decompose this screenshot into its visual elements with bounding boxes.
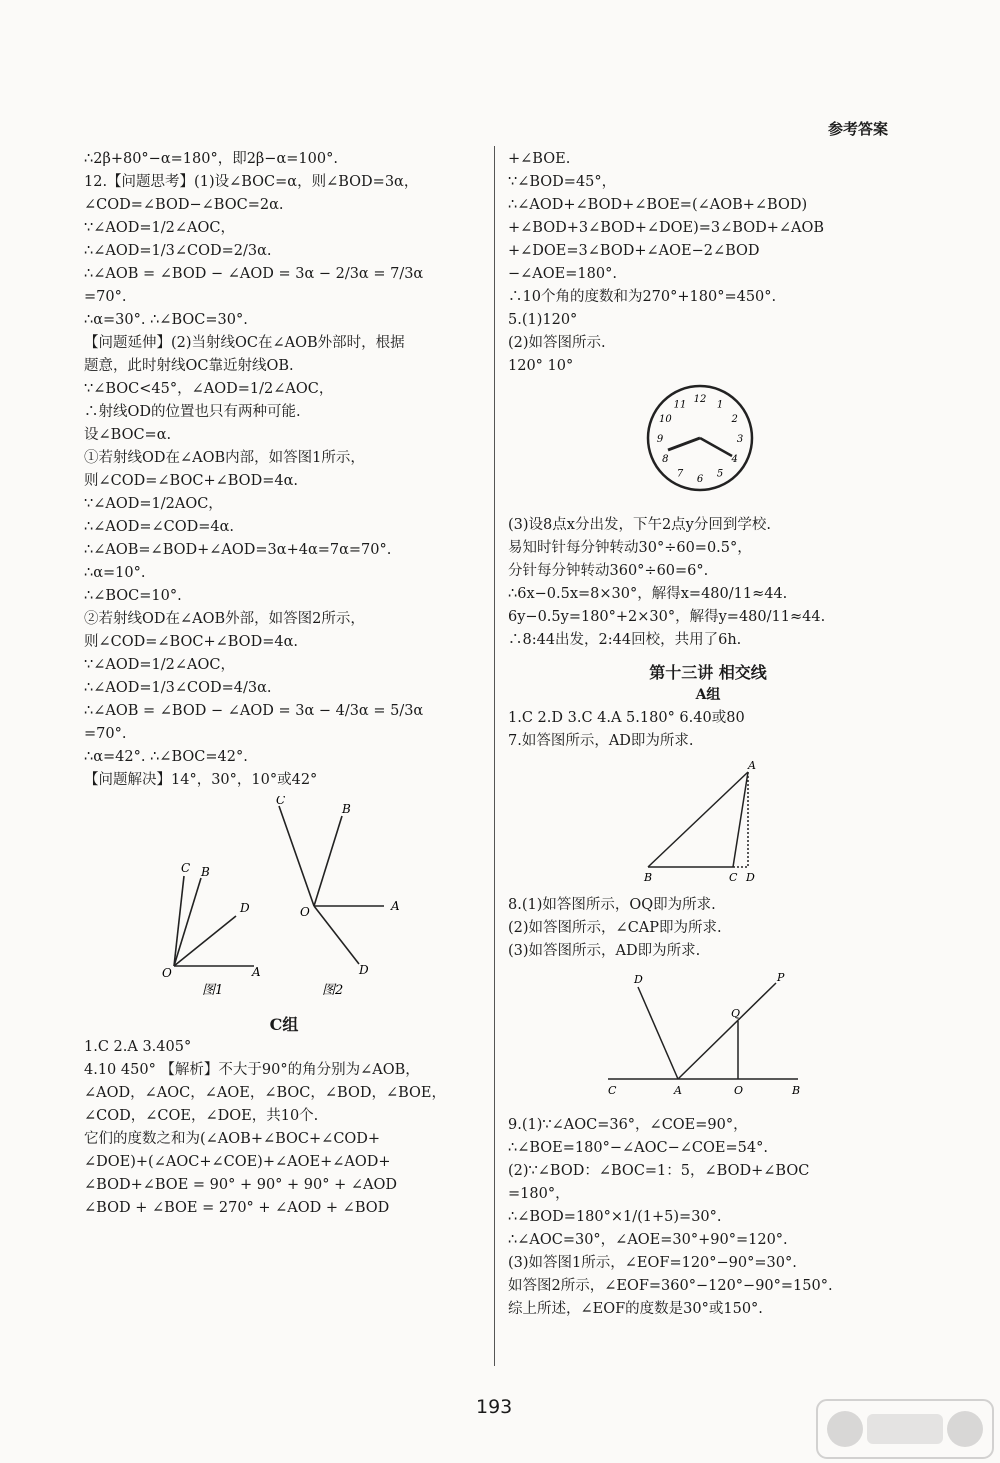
clock-numeral: 4 (731, 454, 738, 465)
answer-line: ∴∠AOD=1/3∠COD=4/3α. (84, 680, 272, 696)
left-column (84, 148, 484, 1220)
clock-numeral: 6 (696, 474, 704, 485)
answer-line: ∴∠BOE=180°−∠AOC−∠COE=54°. (508, 1140, 768, 1156)
minute-hand (700, 438, 732, 456)
clock-numeral: 2 (731, 414, 738, 425)
clock-numeral: 1 (716, 399, 724, 411)
answer-line: 综上所述，∠EOF的度数是30°或150°. (508, 1301, 763, 1317)
column-divider (494, 146, 495, 1366)
answer-line: 12.【问题思考】(1)设∠BOC=α，则∠BOD=3α， (84, 174, 419, 190)
answer-line: ∴射线OD的位置也只有两种可能. (84, 404, 301, 420)
watermark-logo (815, 1398, 995, 1460)
fig2-label-c: C (276, 796, 286, 807)
answer-line: ∠COD，∠COE，∠DOE，共10个. (84, 1108, 319, 1124)
group-a-title: A组 (695, 687, 721, 703)
answer-line: =70°. (84, 289, 127, 305)
part3-solution (508, 514, 908, 652)
left-answer-lines (84, 148, 484, 792)
answer-line: ∴2β+80°−α=180°，即2β−α=100°. (84, 151, 338, 167)
answer-line: 7.如答图所示，AD即为所求. (508, 733, 694, 749)
answer-line: ∴∠AOB=∠BOD+∠AOD=3α+4α=7α=70°. (84, 542, 392, 558)
answer-line: 设∠BOC=α. (84, 427, 172, 443)
page-number: 193 (476, 1396, 513, 1418)
answer-line: ∠AOD，∠AOC，∠AOE，∠BOC，∠BOD，∠BOE， (84, 1085, 447, 1101)
answer-line: ∵∠AOD=1/2∠AOC， (84, 657, 235, 673)
answer-line: 题意，此时射线OC靠近射线OB. (84, 358, 294, 374)
answer-line: 分针每分钟转动360°÷60=6°. (508, 563, 709, 579)
line-figure (508, 967, 908, 1102)
tri-label-d: D (746, 871, 755, 882)
answer-line: 则∠COD=∠BOC+∠BOD=4α. (84, 473, 298, 489)
answer-line: +∠BOD+3∠BOD+∠DOE)=3∠BOD+∠AOB (508, 220, 825, 236)
fig2-label-a: A (391, 899, 400, 913)
angle-figures (84, 796, 484, 1001)
fig2-caption: 图2 (322, 983, 344, 998)
line-label-p: P (777, 971, 785, 984)
answer-line: 它们的度数之和为(∠AOB+∠BOC+∠COD+ (84, 1131, 381, 1147)
answer-line: ∴∠BOC=10°. (84, 588, 182, 604)
fig1-label-b: B (201, 865, 210, 879)
answer-line: =70°. (84, 726, 127, 742)
answer-line: ①若射线OD在∠AOB内部，如答图1所示， (84, 450, 365, 466)
answer-line: ∵∠AOD=1/2AOC， (84, 496, 223, 512)
fig1-caption: 图1 (202, 983, 224, 998)
clock-numeral: 3 (736, 434, 744, 445)
answer-line: ∴∠AOD+∠BOD+∠BOE=(∠AOB+∠BOD) (508, 197, 808, 213)
answer-line: ∠BOD + ∠BOE = 270° + ∠AOD + ∠BOD (84, 1200, 390, 1216)
q8-answers (508, 894, 908, 963)
answer-line: 6y−0.5y=180°+2×30°，解得y=480/11≈44. (508, 609, 826, 625)
fig2-label-o: O (300, 905, 310, 919)
right-column (508, 148, 908, 1321)
answer-line: 120° 10° (508, 358, 574, 374)
answer-line: (2)如答图所示. (508, 335, 606, 351)
tri-label-b: B (644, 871, 653, 882)
clock-numeral: 5 (716, 468, 724, 480)
clock-numeral: 9 (656, 434, 664, 445)
answer-line: (3)如答图所示，AD即为所求. (508, 943, 701, 959)
answer-line: (3)如答图1所示，∠EOF=120°−90°=30°. (508, 1255, 797, 1271)
line-label-a: A (674, 1084, 682, 1097)
answer-line: (2)∵∠BOD：∠BOC=1：5，∠BOD+∠BOC (508, 1163, 810, 1179)
line-label-o: O (734, 1084, 744, 1097)
line-label-q: Q (731, 1007, 741, 1020)
answer-line: 则∠COD=∠BOC+∠BOD=4α. (84, 634, 298, 650)
answer-line: 8.(1)如答图所示，OQ即为所求. (508, 897, 716, 913)
answer-line: 易知时针每分钟转动30°÷60=0.5°， (508, 540, 752, 556)
answer-line: ∴α=42°. ∴∠BOC=42°. (84, 749, 248, 765)
clock-numeral: 11 (673, 399, 687, 411)
fig2-label-d: D (359, 963, 369, 977)
tri-label-a: A (748, 759, 756, 772)
group-c-title: C组 (269, 1015, 299, 1034)
answer-line: 9.(1)∵∠AOC=36°，∠COE=90°， (508, 1117, 748, 1133)
figure-1 (174, 876, 254, 966)
answer-line: +∠DOE=3∠BOD+∠AOE−2∠BOD (508, 243, 760, 259)
clock-numeral: 10 (658, 414, 672, 425)
lecture-title: 第十三讲 相交线 (649, 663, 767, 682)
answer-line: 1.C 2.A 3.405° (84, 1039, 192, 1055)
answer-line: +∠BOE. (508, 151, 571, 167)
answer-line: ∵∠BOD=45°， (508, 174, 617, 190)
line-label-c: C (608, 1084, 617, 1097)
answer-line: 1.C 2.D 3.C 4.A 5.180° 6.40或80 (508, 710, 745, 726)
fig1-label-d: D (240, 901, 250, 915)
fig1-label-a: A (252, 965, 261, 979)
line-label-d: D (634, 973, 643, 986)
running-header: 参考答案 (828, 120, 889, 138)
fig2-label-b: B (342, 802, 351, 816)
fig1-label-c: C (181, 861, 191, 875)
answer-line: 4.10 450° 【解析】不大于90°的角分别为∠AOB， (84, 1062, 420, 1078)
q9-answers (508, 1114, 908, 1321)
answer-line: ∴∠AOB = ∠BOD − ∠AOD = 3α − 4/3α = 5/3α (84, 703, 424, 719)
clock-figure (508, 382, 908, 502)
answer-line: ∵∠AOD=1/2∠AOC， (84, 220, 235, 236)
right-answer-lines (508, 148, 908, 378)
answer-line: −∠AOE=180°. (508, 266, 617, 282)
answer-line: ∴10个角的度数和为270°+180°=450°. (508, 289, 777, 305)
answer-line: 【问题解决】14°，30°，10°或42° (84, 772, 318, 788)
hour-hand (668, 438, 700, 450)
answer-line: ∠BOD+∠BOE = 90° + 90° + 90° + ∠AOD (84, 1177, 397, 1193)
answer-line: ∴∠AOD=1/3∠COD=2/3α. (84, 243, 272, 259)
answer-line: ∴∠BOD=180°×1/(1+5)=30°. (508, 1209, 722, 1225)
answer-line: 5.(1)120° (508, 312, 578, 328)
answer-line: ∵∠BOC<45°，∠AOD=1/2∠AOC， (84, 381, 334, 397)
answer-line: (2)如答图所示，∠CAP即为所求. (508, 920, 722, 936)
answer-line: =180°， (508, 1186, 570, 1202)
clock-numeral: 12 (693, 394, 707, 405)
fig1-label-o: O (162, 966, 172, 980)
answer-line: ∴8:44出发，2:44回校，共用了6h. (508, 632, 742, 648)
line-label-b: B (792, 1084, 801, 1097)
answer-line: ②若射线OD在∠AOB外部，如答图2所示， (84, 611, 365, 627)
answer-line: ∴∠AOB = ∠BOD − ∠AOD = 3α − 2/3α = 7/3α (84, 266, 424, 282)
tri-label-c: C (729, 871, 738, 882)
triangle-figure (508, 757, 908, 882)
answer-line: 如答图2所示，∠EOF=360°−120°−90°=150°. (508, 1278, 833, 1294)
answer-line: ∴α=30°. ∴∠BOC=30°. (84, 312, 248, 328)
figure-2 (279, 806, 384, 964)
answer-line: (3)设8点x分出发，下午2点y分回到学校. (508, 517, 771, 533)
answer-line: ∠COD=∠BOD−∠BOC=2α. (84, 197, 284, 213)
answer-line: ∠DOE)+(∠AOC+∠COE)+∠AOE+∠AOD+ (84, 1154, 391, 1170)
answer-line: 【问题延伸】(2)当射线OC在∠AOB外部时，根据 (84, 335, 405, 351)
answer-line: ∴∠AOC=30°，∠AOE=30°+90°=120°. (508, 1232, 788, 1248)
group-c-answers (84, 1036, 484, 1220)
answer-line: ∴6x−0.5x=8×30°，解得x=480/11≈44. (508, 586, 788, 602)
group-a-answers (508, 707, 908, 753)
clock-numeral: 7 (676, 468, 684, 480)
answer-line: ∴α=10°. (84, 565, 146, 581)
clock-numeral: 8 (662, 454, 669, 465)
answer-line: ∴∠AOD=∠COD=4α. (84, 519, 235, 535)
